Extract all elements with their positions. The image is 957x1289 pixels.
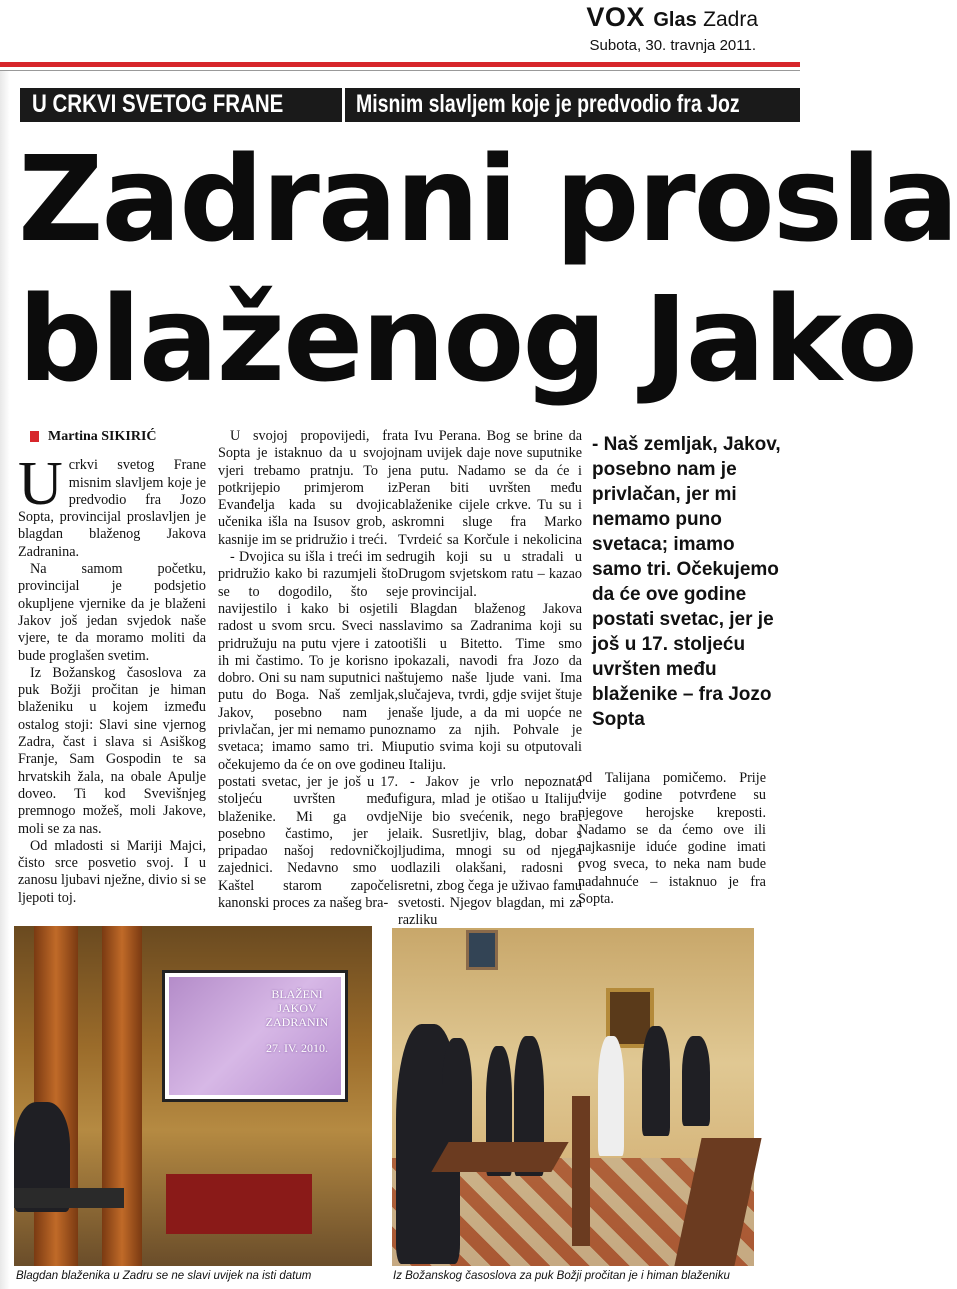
- masthead-red-rule: [0, 62, 800, 67]
- author-name: Martina SIKIRIĆ: [48, 429, 157, 444]
- paragraph: ta Ivu Perana. Bog se brine da nam uvijek daje nove suputnike na putu. Nadamo se da će i Peran biti uvršten među blaženike cijele crkve. Tu su i skromni sluge fra Marko Tvrdeić sa Korčule i nekolicina drugih koji su u stradali u Drugom svjetskom ratu – kazao je provincijal.: [398, 428, 582, 600]
- logo-zadra: Zadra: [703, 8, 758, 31]
- photo-caption-2: Iz Božanskog časoslova za puk Božji pročitan je i himan blaženiku: [393, 1270, 730, 1282]
- logo-vox: VOX: [586, 2, 645, 32]
- paragraph: Od mladosti si Mariji Majci, čisto srce posvetio svoj. I u zanosu ljubavi nježne, divio si se ljepoti toj.: [18, 837, 206, 906]
- paragraph: Blagdan blaženog Jakova slavimo sa Zadranima koji su otišli u Bitetto. Time smo pokazali, navodi fra Jozo da štujemo naše ljude vani. Ima slučajeva, tvrdi, gdje svijet štuje naše ljude, a da mi uopće ne znamo za njih. Pohvale je uputio svima koji su otputovali u Italiju.: [398, 600, 582, 773]
- person-figure: [642, 1026, 670, 1136]
- byline-marker-icon: [30, 431, 39, 442]
- section-label: U CRKVI SVETOG FRANE: [32, 90, 284, 118]
- newspaper-logo: [586, 2, 758, 33]
- church-window: [466, 930, 498, 970]
- paragraph: Ucrkvi svetog Frane misnim slavljem koje je predvodio fra Jozo Sopta, provincijal proslavljen je blagdan blaženog Jakova Zadranina.: [18, 450, 206, 560]
- headline-line-1: Zadrani prosla: [18, 130, 957, 268]
- column-pillar: [34, 926, 78, 1266]
- page-edge-shadow: [0, 70, 10, 1289]
- headline-line-2: blaženog Jako: [18, 270, 916, 408]
- article-column-2: [218, 428, 398, 912]
- photo-altar-screen: [14, 926, 372, 1266]
- paragraph: - Dvojica su išla i treći im se pridružio kako bi razumjeli što se to dogodilo, što se navijestilo i kako bi osjetili radost u svom srcu. Sveci nas pridružuju na putu vjere i zato ih mi častimo. To je korisno i dobro. Oni su nam suputnici na putu do Boga. Naš zemljak, Jakov, posebno nam je privlačan, jer mi nemamo puno svetaca; imamo samo tri. Mi očekujemo da će on ove godine postati svetac, jer je još u 17. stoljeću uvršten među blaženike. Mi ga ovdje posebno častimo, jer je pripadao našoj redovničkoj zajednici. Nedavno smo u Kaštel starom započeli kanonski proces za našeg bra-: [218, 549, 398, 912]
- paragraph: Na samom početku, provincijal je podsjetio okupljene vjernike da je blaženi Jakov još jedan svjedok naše vjere, te da moramo moliti da bude proglašen svetim.: [18, 561, 206, 664]
- paragraph: od Talijana pomičemo. Prije dvije godine potvrđene su njegove herojske kreposti. Nadamo se da ćemo ove ili najkasnije iduće godine imati ovog sveca, to neka nam bude nadahnuće – istaknuo je fra Sopta.: [578, 770, 766, 908]
- masthead-divider: [0, 70, 800, 71]
- pull-quote: - Naš zemljak, Jakov, posebno nam je privlačan, jer mi nemamo puno svetaca; imamo samo tri. Očekujemo da će ove godine postati svetac, jer je još u 17. stoljeću uvršten među blaženike – fra Jozo Sopta: [592, 434, 781, 730]
- article-column-3: [398, 428, 582, 930]
- paragraph: - Jakov je vrlo nepoznata figura, mlad je otišao u Italiju. Nije bio svećenik, nego brat laik. Susretljiv, blag, dobar s ljudima, mnogi su od njega odlazili olakšani, radosni i sretni, zbog čega je uživao famu svetosti. Njegov blagdan, mi za razliku: [398, 773, 582, 929]
- article-column-4: [578, 770, 766, 908]
- masthead: [0, 0, 800, 64]
- kicker-bar: [20, 88, 800, 122]
- column-pillar: [102, 926, 142, 1266]
- article-column-1: [18, 428, 206, 907]
- photo-caption-1: Blagdan blaženika u Zadru se ne slavi uvijek na isti datum: [16, 1270, 312, 1282]
- kicker-separator: [342, 88, 345, 122]
- kicker-subtitle: Misnim slavljem koje je predvodio fra Joz: [356, 90, 740, 118]
- church-pew: [572, 1096, 590, 1246]
- projection-screen: [162, 970, 348, 1102]
- drop-cap: U: [18, 450, 63, 519]
- paragraph: U svojoj propovijedi, fra Sopta je istaknuo da u svojoj vjeri trebamo pratnju. To je potkrijepio primjerom iz Evanđelja kada su dvojica učenika išla na Isusov grob, a kasnije im se pridružio i treći.: [218, 428, 398, 548]
- paragraph: Iz Božanskog časoslova za puk Božji pročitan je himan blaženiku u kojem između ostalog stoji: Slavi sine vjernog Zadra, čast i slava si Asiškog Franje, Sam Gospodin te sa hrvatskih žala, na obale Apulje doveo. Ti kod Svevišnjeg premnogo možeš, moli Jakove, moli se za nas.: [18, 664, 206, 837]
- photo-congregation: [392, 928, 754, 1266]
- logo-glas: Glas: [653, 9, 697, 31]
- slide-text: BLAŽENI JAKOV ZADRANIN 27. IV. 2010.: [265, 987, 329, 1055]
- person-figure: [598, 1036, 624, 1156]
- byline: [18, 428, 206, 445]
- person-figure: [682, 1036, 710, 1126]
- keyboard-instrument: [14, 1188, 124, 1208]
- issue-date: Subota, 30. travnja 2011.: [589, 37, 756, 54]
- person-figure: [442, 1038, 472, 1158]
- church-pew: [431, 1142, 568, 1172]
- altar-table: [166, 1174, 312, 1234]
